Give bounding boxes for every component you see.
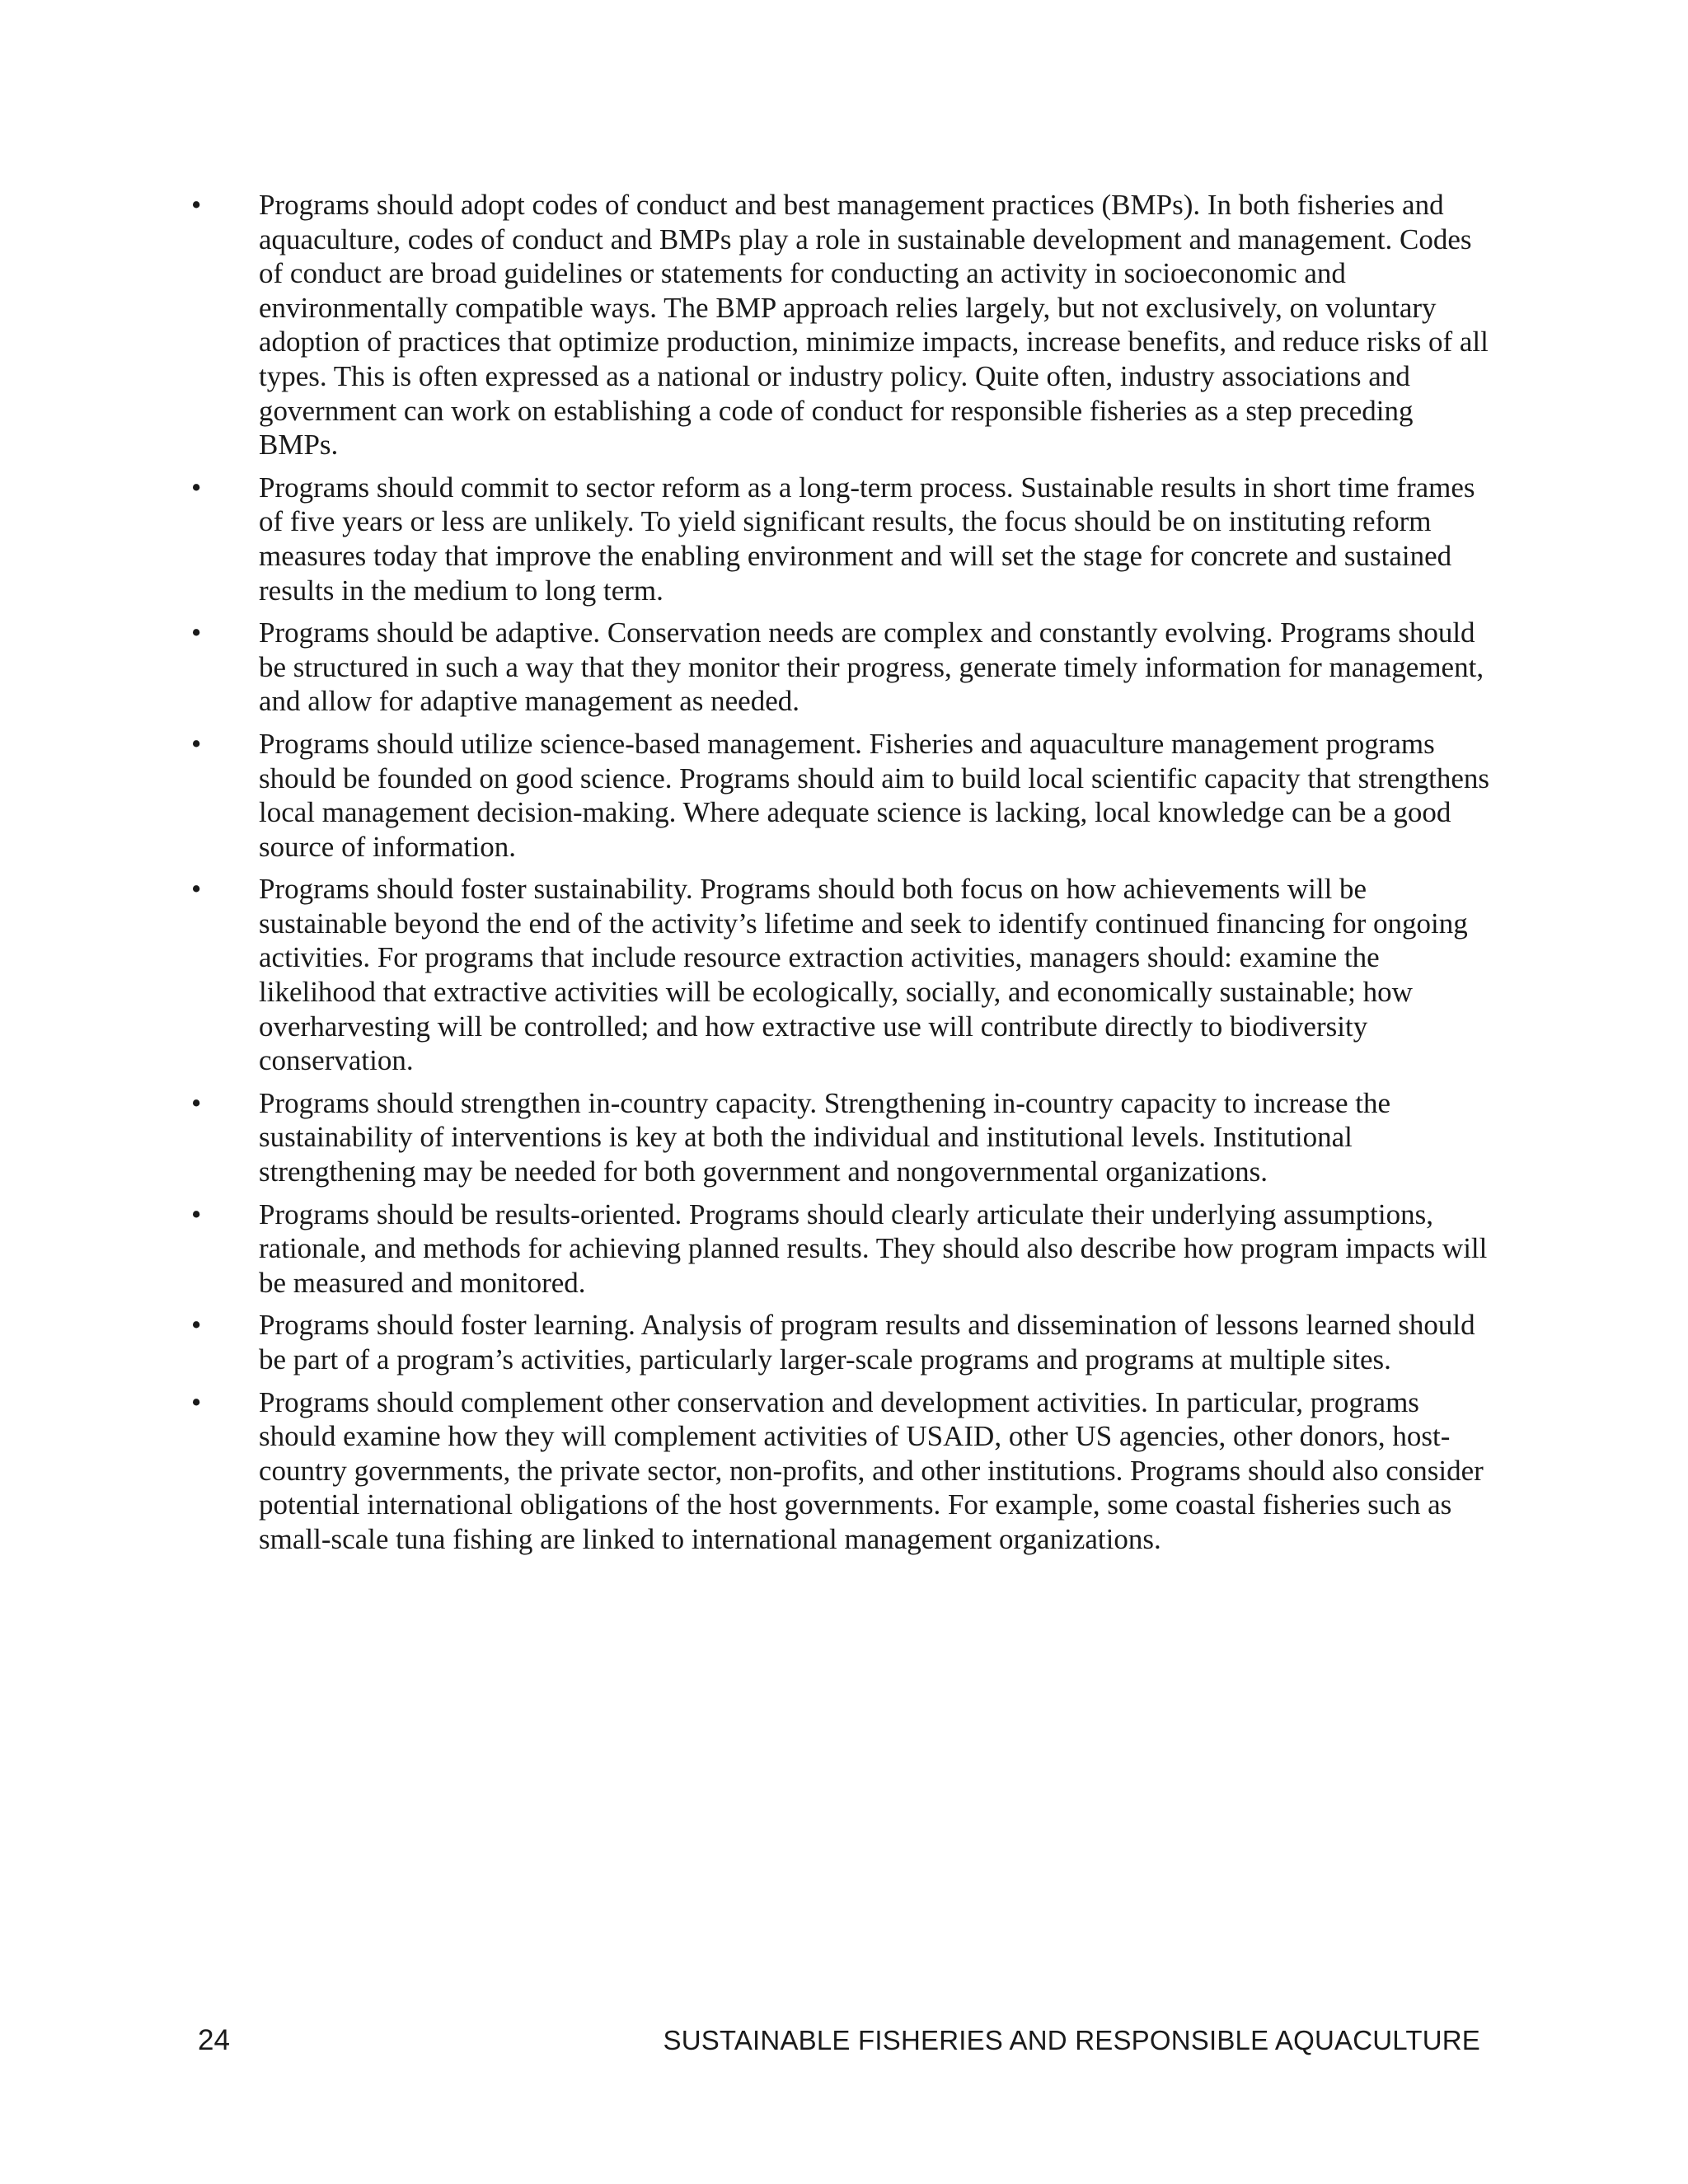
list-item-text: Programs should adopt codes of conduct and best management practices (BMPs). In both fisheries and aquaculture, codes of conduct and BMPs play a role in sustainable development and management. Codes of conduct are broad guidelines or statements for conducting an activity in socioeconomic and environmentally compatible ways. The BMP approach relies largely, but not exclusively, on voluntary adoption of practices that optimize production, minimize impacts, increase benefits, and reduce risks of all types. This is often expressed as a national or industry policy. Quite often, industry associations and government can work on establishing a code of conduct for responsible fisheries as a step preceding BMPs. (259, 189, 1489, 462)
list-item-text: Programs should strengthen in-country capacity. Strengthening in-country capacity to increase the sustainability of interventions is key at both the individual and institutional levels. Institutional strengthening may be needed for both government and nongovernmental organizations. (259, 1086, 1391, 1188)
list-item (191, 872, 1493, 1078)
running-footer-title: SUSTAINABLE FISHERIES AND RESPONSIBLE AQUACULTURE (663, 2025, 1480, 2055)
bullet-mark: • (191, 1197, 202, 1230)
list-item-text: Programs should utilize science-based management. Fisheries and aquaculture management programs should be founded on good science. Programs should aim to build local scientific capacity that strengthens local management decision-making. Where adequate science is lacking, local knowledge can be a good source of information. (259, 727, 1489, 863)
list-item (191, 188, 1493, 462)
bullet-mark: • (191, 1385, 202, 1418)
bullet-mark: • (191, 873, 202, 906)
list-item (191, 471, 1493, 607)
bullet-mark: • (191, 616, 202, 649)
list-item-text: Programs should complement other conservation and development activities. In particular, programs should examine how they will complement activities of USAID, other US agencies, other donors, host-country governments, the private sector, non-profits, and other institutions. Programs should also consider potential international obligations of the host governments. For example, some coastal fisheries such as small-scale tuna fishing are linked to international management organizations. (259, 1385, 1484, 1555)
list-item-text: Programs should be adaptive. Conservation needs are complex and constantly evolving. Programs should be structured in such a way that they monitor their progress, generate timely information for management, and allow for adaptive management as needed. (259, 616, 1484, 718)
bullet-mark: • (191, 1086, 202, 1119)
bullet-mark: • (191, 471, 202, 504)
bullet-mark: • (191, 727, 202, 760)
list-item-text: Programs should commit to sector reform as a long-term process. Sustainable results in short time frames of five years or less are unlikely. To yield significant results, the focus should be on instituting reform measures today that improve the enabling environment and will set the stage for concrete and sustained results in the medium to long term. (259, 471, 1475, 607)
list-item-text: Programs should foster sustainability. Programs should both focus on how achievements will be sustainable beyond the end of the activity’s lifetime and seek to identify continued financing for ongoing activities. For programs that include resource extraction activities, managers should: examine the likelihood that extractive activities will be ecologically, socially, and economically sustainable; how overharvesting will be controlled; and how extractive use will contribute directly to biodiversity conservation. (259, 873, 1468, 1077)
page-number: 24 (198, 2024, 230, 2056)
bullet-list (191, 188, 1493, 1565)
list-item-text: Programs should be results-oriented. Programs should clearly articulate their underlying assumptions, rationale, and methods for achieving planned results. They should also describe how program impacts will be measured and monitored. (259, 1197, 1488, 1299)
list-item (191, 1308, 1493, 1376)
list-item (191, 1385, 1493, 1557)
list-item (191, 1197, 1493, 1301)
list-item (191, 727, 1493, 864)
list-item (191, 616, 1493, 719)
bullet-mark: • (191, 1309, 202, 1342)
bullet-mark: • (191, 189, 202, 221)
list-item-text: Programs should foster learning. Analysis of program results and dissemination of lessons learned should be part of a program’s activities, particularly larger-scale programs and programs at multiple sites. (259, 1309, 1475, 1376)
list-item (191, 1086, 1493, 1189)
